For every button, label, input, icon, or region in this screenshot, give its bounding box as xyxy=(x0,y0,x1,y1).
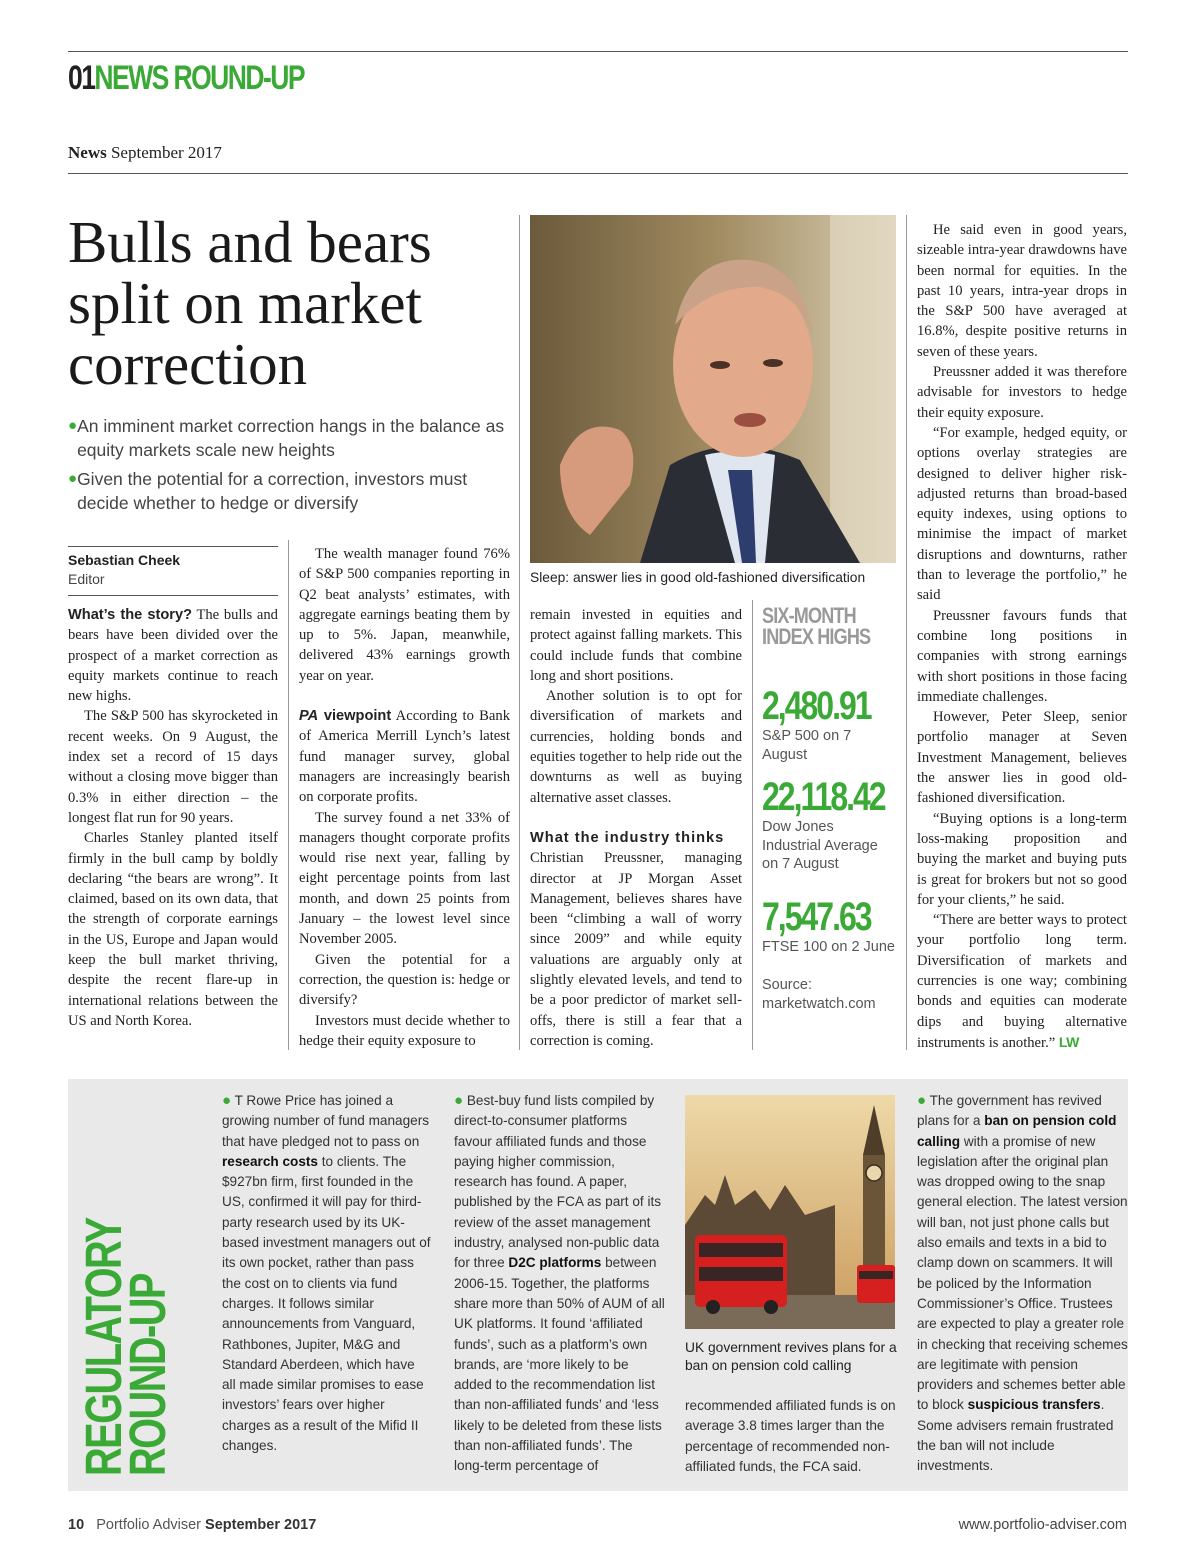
stat-value: 7,547.63 xyxy=(762,894,871,939)
index-highs-sidebar xyxy=(762,605,902,1013)
article-column-1: What’s the story? The bulls and bears have been divided over the prospect of a market correction as equity markets continue to reach new highs. The S&P 500 has skyrocketed in recent weeks. On 9 August, the index set a record of 15 days without a closing move bigger than 0.3% in either direction – the longest flat run for 90 years. Charles Stanley planted itself firmly in the bull camp by boldly declaring “the bears are wrong”. It claimed, based on its own data, that the strength of corporate earnings in the US, Europe and Japan would keep the bull market thriving, despite the recent flare-up in international relations between the US and North Korea. xyxy=(68,607,278,1029)
stat-label: S&P 500 on 7 August xyxy=(762,728,852,763)
byline-rule-bottom xyxy=(68,595,278,596)
byline xyxy=(68,551,278,589)
sidebar-title: SIX-MONTH INDEX HIGHS xyxy=(762,603,871,649)
regulatory-item-d2c-continued: recommended affiliated funds is on average 3.8 times larger than the percentage of recommended non-affiliated funds, the FCA said. xyxy=(685,1398,896,1474)
lead-viewpoint: viewpoint xyxy=(323,708,392,725)
westminster-caption: UK government revives plans for a ban on pension cold calling xyxy=(685,1340,897,1373)
westminster-photo xyxy=(685,1095,895,1329)
byline-rule-top xyxy=(68,546,278,547)
stat-label: FTSE 100 on 2 June xyxy=(762,938,895,955)
lead-whats-the-story: What’s the story? xyxy=(68,607,192,623)
sidebar-source: Source: marketwatch.com xyxy=(762,977,876,1012)
stat-block xyxy=(762,685,902,764)
lead-pa: PA xyxy=(299,708,319,725)
column-rule xyxy=(288,540,289,1050)
regulatory-title: REGULATORY ROUND-UP xyxy=(75,1218,176,1476)
stat-label: Dow Jones Industrial Average on 7 August xyxy=(762,819,878,872)
regulatory-item-d2c-platforms: ● Best-buy fund lists compiled by direct-to-consumer platforms favour affiliated funds and those paying higher commission, research has found. A paper, published by the FCA as part of its review of the asset management industry, analysed non-public data for three D2C platforms between 2006-15. Together, the platforms share more than 50% of AUM of all UK platforms. It found ‘affiliated funds’, such as a platform’s own brands, are ‘more likely to be added to the recommendation list than non-affiliated funds’ and ‘less likely to be deleted from these lists than non-affiliated funds’. The long-term percentage of xyxy=(454,1092,665,1474)
publication-name: Portfolio Adviser xyxy=(96,1517,202,1533)
photo-caption: Sleep: answer lies in good old-fashioned diversification xyxy=(530,570,866,585)
section-head xyxy=(68,58,304,98)
column-rule xyxy=(519,215,520,1050)
article-column-4: He said even in good years, sizeable intra-year drawdowns have been normal for equities. In the past 10 years, intra-year drops in the S&P 500 have averaged at 16.8%, despite positive returns in seven of these years. Preussner added it was therefore advisable for investors to hedge their equity exposure. “For example, hedged equity, or options overlay strategies are designed to deliver higher risk-adjusted returns than broad-based equity indexes, using options to minimise the impact of market disruptions and downturns, rather than to leverage the portfolio,” he said Preussner favours funds that combine long positions in companies with strong earnings with short positions in those facing immediate challenges. However, Peter Sleep, senior portfolio manager at Seven Investment Management, believes the answer lies in good old-fashioned diversification. “Buying options is a long-term loss-making proposition and buying the market and buying puts is great for brokers but not so good for your clients,” he said. “There are better ways to protect your portfolio long term. Diversification of markets and currencies is one way; combining bonds and equities can moderate dips and buying alternative instruments is another.” LW xyxy=(917,222,1127,1051)
top-rule xyxy=(68,51,1128,52)
dateline-rule xyxy=(68,173,1128,174)
stat-value: 22,118.42 xyxy=(762,775,885,819)
dateline xyxy=(68,143,222,163)
regulatory-item-pension-cold-calling: ● The government has revived plans for a ban on pension cold calling with a promise of new legislation after the original plan was dropped owing to the snap general election. The latest version will ban, not just phone calls but also emails and texts in a bid to clamp down on scammers. It will be policed by the Information Commissioner’s Office. Trustees are expected to play a greater role in checking that receiving schemes are legitimate with pension providers and schemes better able to block suspicious transfers. Some advisers remain frustrated the ban will not include investments. xyxy=(917,1092,1128,1474)
lead-what-the-industry-thinks: What the industry thinks xyxy=(530,829,725,846)
footer-left xyxy=(68,1517,316,1533)
bullet-item: ● An imminent market correction hangs in the balance as equity markets scale new heights xyxy=(68,416,505,460)
column-rule xyxy=(906,215,907,1050)
dateline-label: News xyxy=(68,143,107,162)
byline-name: Sebastian Cheek xyxy=(68,552,181,568)
section-title: NEWS ROUND-UP xyxy=(94,59,304,97)
page-number: 10 xyxy=(68,1517,85,1533)
bullet-item: ● Given the potential for a correction, investors must decide whether to hedge or diversify xyxy=(68,469,468,513)
article-column-3: remain invested in equities and protect against falling markets. This could include funds that combine long and short positions. Another solution is to opt for diversification of markets and currencies, holding bonds and equities together to help ride out the downturns as well as buying alternative asset classes. What the industry thinks Christian Preussner, managing director at JP Morgan Asset Management, believes shares have been “climbing a wall of worry since 2009” and while equity valuations are arguably only at slightly elevated levels, and tend to be a poor predictor of market sell-offs, there is still a fear that a correction is coming. xyxy=(530,607,742,1049)
stat-value: 2,480.91 xyxy=(762,684,871,728)
article-column-2: The wealth manager found 76% of S&P 500 companies reporting in Q2 beat analysts’ estimates, with aggregate earnings beating them by up to 5%. Japan, meanwhile, delivered 43% earnings growth year on year. PA viewpoint According to Bank of America Merrill Lynch’s latest fund manager survey, global managers are increasingly bearish on corporate profits. The survey found a net 33% of managers thought corporate profits would rise next year, falling by eight percentage points from last month, and down 25 points from January – the lowest level since November 2005. Given the potential for a correction, the question is: hedge or diversify? Investors must decide whether to hedge their equity exposure to xyxy=(299,546,510,1049)
portrait-illustration xyxy=(530,215,896,563)
section-number: 01 xyxy=(68,59,95,97)
sidebar-rule xyxy=(752,600,753,1050)
footer-url[interactable]: www.portfolio-adviser.com xyxy=(958,1517,1127,1533)
stat-block xyxy=(762,896,902,957)
issue-date: September 2017 xyxy=(205,1517,317,1533)
byline-role: Editor xyxy=(68,571,105,587)
regulatory-item-research-costs: ● T Rowe Price has joined a growing number of fund managers that have pledged not to pass on research costs to clients. The $927bn firm, first founded in the US, confirmed it will pay for third-party research used by its UK-based investment managers out of its own pocket, rather than pass the cost on to clients via fund charges. It follows similar announcements from Vanguard, Rathbones, Jupiter, M&G and Standard Aberdeen, which have all made similar promises to ease investors’ fears over higher charges as a result of the Mifid II changes. xyxy=(222,1092,431,1454)
stat-block xyxy=(762,776,902,874)
bullet-list xyxy=(68,414,508,515)
headline: Bulls and bears split on market correction xyxy=(68,209,432,397)
signoff: LW xyxy=(1058,1033,1079,1050)
dateline-date: September 2017 xyxy=(110,143,222,162)
portrait-photo xyxy=(530,215,896,563)
westminster-illustration xyxy=(685,1095,895,1329)
